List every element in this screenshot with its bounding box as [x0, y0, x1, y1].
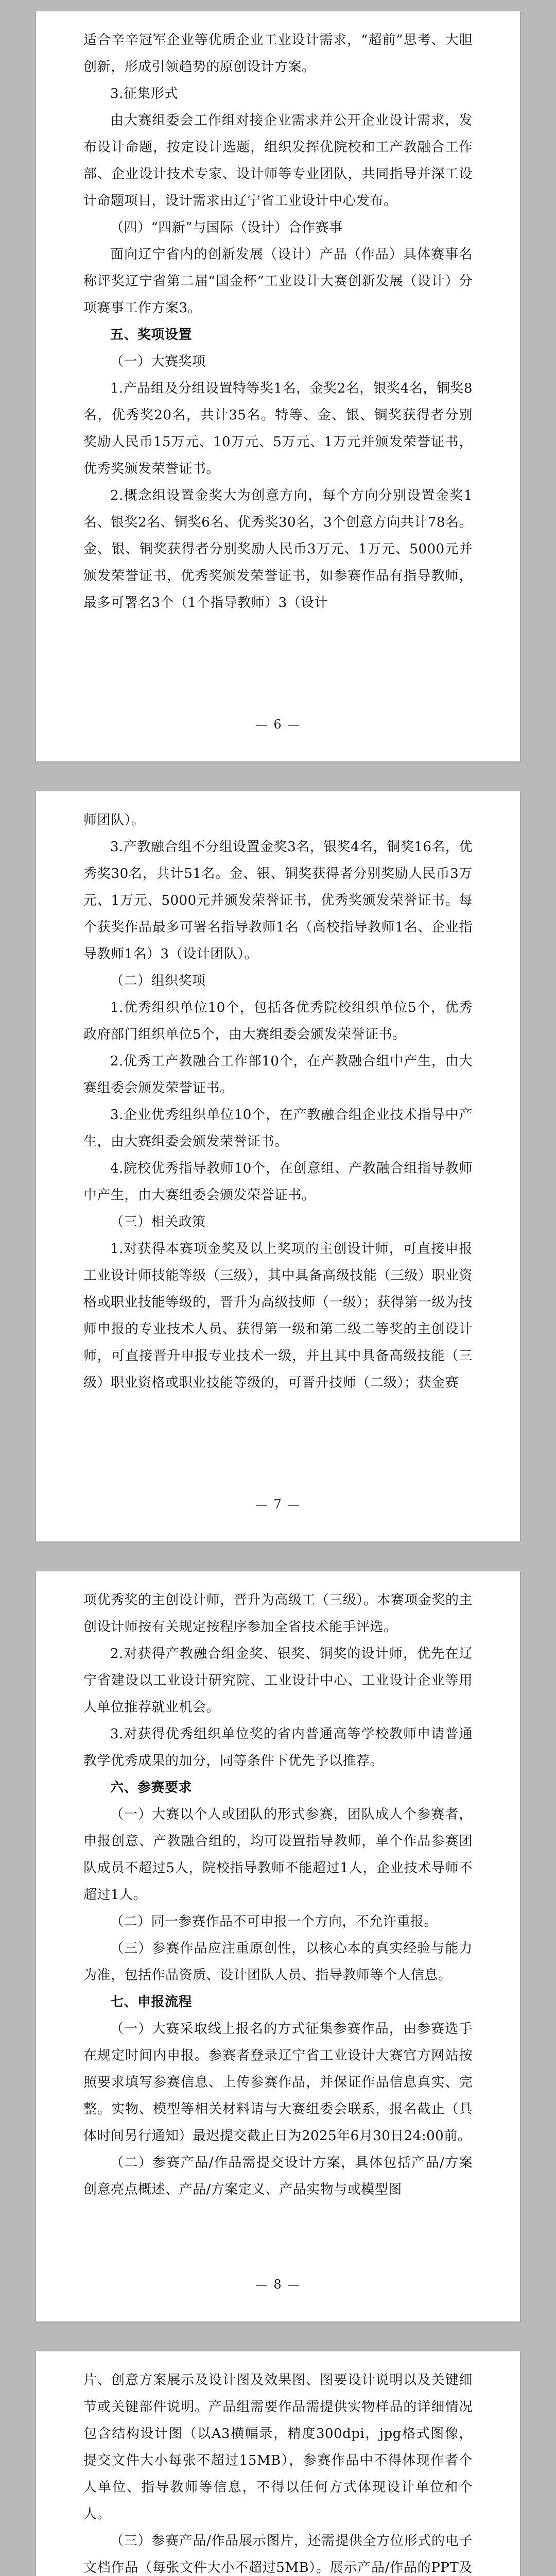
page-body	[83, 2367, 473, 2576]
paragraph: （三）参赛产品/作品展示图片，还需提供全方位形式的电子文档作品（每张文件大小不超过5MB）。展示产品/作品的PPT及	[83, 2533, 473, 2575]
page-number: — 6 —	[255, 717, 301, 732]
paragraph: 1.优秀组织单位10个，包括各优秀院校组织单位5个，优秀政府部门组织单位5个，由大赛组委会颁发荣誉证书。	[83, 1000, 473, 1042]
paragraph: （三）参赛作品应注重原创性，以核心本的真实经验与能力为准，包括作品资质、设计团队人员、指导教师等个人信息。	[83, 1941, 473, 1983]
page-body	[83, 27, 473, 616]
paragraph: 项优秀奖的主创设计师，晋升为高级工（三级）。本赛项金奖的主创设计师按有关规定按程序参加全省技术能手评选。	[83, 1592, 473, 1635]
paragraph: 1.对获得本赛项金奖及以上奖项的主创设计师，可直接申报工业设计师技能等级（三级），其中具备高级技能（三级）职业资格或职业技能等级的，晋升为高级技师（一级）；获得第一级为技师申报的专业技术人员、获得第一级和第二级二等奖的主创设计师，可直接晋升申报专业技术一级，并且其中具备高级技能（三级）职业资格或职业技能等级的，可晋升技师（二级）；获金赛	[83, 1241, 473, 1391]
subsection-heading: （三）相关政策	[110, 1214, 206, 1230]
subsection-heading: （四）“四新”与国际（设计）合作赛事	[110, 220, 343, 235]
paragraph: 2.对获得产教融合组金奖、银奖、铜奖的设计师，优先在辽宁省建设以工业设计研究院、工业设计中心、工业设计企业等用人单位推荐就业机会。	[83, 1646, 473, 1715]
page-body	[83, 1587, 473, 2203]
page-body	[83, 807, 473, 1396]
subsection-heading: （一）大赛奖项	[110, 354, 206, 369]
paragraph: （一）大赛采取线上报名的方式征集参赛作品，由参赛选手在规定时间内申报。参赛者登录辽宁省工业设计大赛官方网站按照要求填写参赛信息、上传参赛作品，并保证作品信息真实、完整。实物、模型等相关材料请与大赛组委会联系，报名截止（具体时间另行通知）最迟提交截止日为2025年6月30日24:00前。	[83, 2021, 473, 2144]
paragraph: 适合辛辛冠军企业等优质企业工业设计需求，“超前”思考、大胆创新，形成引领趋势的原创设计方案。	[83, 32, 473, 75]
paragraph: 由大赛组委会工作组对接企业需求并公开企业设计需求，发布设计命题，按定设计选题，组织发挥优院校和工产教融合工作部、企业设计技术专家、设计师等专业团队，共同指导并深工设计命题项目，设计需求由辽宁省工业设计中心发布。	[83, 113, 473, 209]
paragraph: （二）同一参赛作品不可申报一个方向，不允许重报。	[110, 1914, 438, 1929]
paragraph: （一）大赛以个人或团队的形式参赛，团队成人个参赛者，申报创意、产教融合组的，均可设置指导教师，单个作品参赛团队成员不超过5人，院校指导教师不能超过1人，企业技术导师不超过1人。	[83, 1807, 473, 1903]
paragraph: 4.院校优秀指导教师10个，在创意组、产教融合组指导教师中产生，由大赛组委会颁发荣誉证书。	[83, 1161, 473, 1203]
page-number: — 8 —	[255, 2277, 301, 2292]
section-heading: 七、申报流程	[110, 1994, 193, 2010]
document-page	[36, 11, 520, 761]
document-page	[36, 2351, 520, 2576]
paragraph: 面向辽宁省内的创新发展（设计）产品（作品）具体赛事名称评奖辽宁省第二届“国金杯”工业设计大赛创新发展（设计）分项赛事工作方案3。	[83, 247, 473, 316]
paragraph: 3.对获得优秀组织单位奖的省内普通高等学校教师申请普通教学优秀成果的加分，同等条件下优先予以推荐。	[83, 1726, 473, 1769]
paragraph: （二）参赛产品/作品需提交设计方案，具体包括产品/方案创意亮点概述、产品/方案定义、产品实物与或模型图	[83, 2155, 473, 2197]
paragraph: 师团队）。	[83, 812, 145, 828]
paragraph: 3.企业优秀组织单位10个，在产教融合组企业技术指导中产生，由大赛组委会颁发荣誉证书。	[83, 1107, 473, 1149]
document-page	[36, 1571, 520, 2321]
section-heading: 六、参赛要求	[110, 1780, 193, 1795]
subsection-heading: 3.征集形式	[110, 86, 178, 101]
subsection-heading: （二）组织奖项	[110, 973, 206, 989]
paragraph: 2.优秀工产教融合工作部10个，在产教融合组中产生，由大赛组委会颁发荣誉证书。	[83, 1054, 473, 1096]
document-page	[36, 791, 520, 1541]
section-heading: 五、奖项设置	[110, 327, 193, 343]
paragraph: 片、创意方案展示及设计图及效果图、图要设计说明以及关键细节或关键部件说明。产品组需要作品需提供实物样品的详细情况包含结构设计图（以A3横幅录，精度300dpi，jpg格式图像，提交文件大小每张不超过15MB），参赛作品中不得体现作者个人单位、指导教师等信息，不得以任何方式体现设计单位和个人。	[83, 2372, 473, 2522]
paragraph: 1.产品组及分组设置特等奖1名，金奖2名，银奖4名，铜奖8名，优秀奖20名，共计35名。特等、金、银、铜奖获得者分别奖励人民币15万元、10万元、5万元、1万元并颁发荣誉证书，优秀奖颁发荣誉证书。	[83, 381, 473, 477]
paragraph: 2.概念组设置金奖大为创意方向，每个方向分别设置金奖1名、银奖2名、铜奖6名、优秀奖30名，3个创意方向共计78名。金、银、铜奖获得者分别奖励人民币3万元、1万元、5000元并颁发荣誉证书，优秀奖颁发荣誉证书，如参赛作品有指导教师，最多可署名3个（1个指导教师）3（设计	[83, 488, 473, 611]
paragraph: 3.产教融合组不分组设置金奖3名，银奖4名，铜奖16名，优秀奖30名，共计51名。金、银、铜奖获得者分别奖励人民币3万元、1万元、5000元并颁发荣誉证书，优秀奖颁发荣誉证书。每个获奖作品最多可署名指导教师1名（高校指导教师1名、企业指导教师1名）3（设计团队）。	[83, 839, 473, 962]
page-number: — 7 —	[255, 1497, 301, 1512]
